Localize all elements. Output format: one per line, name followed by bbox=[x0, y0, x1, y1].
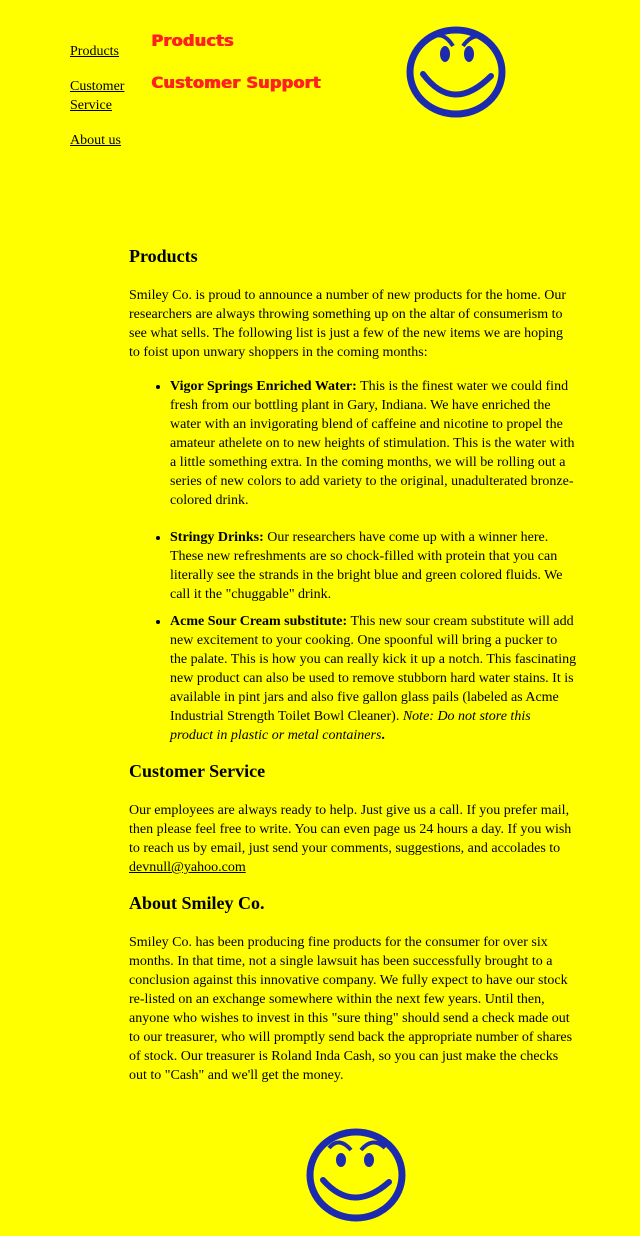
nav-products-link[interactable]: Products bbox=[70, 44, 119, 59]
product-note: Note: Do not store this product in plastic or metal containers bbox=[170, 709, 531, 743]
service-body: Our employees are always ready to help. Just give us a call. If you prefer mail, then please feel free to write. You can even page us 24 hours a day. If you wish to reach us by email, just send your comments, suggestions, and accolades to bbox=[129, 803, 572, 856]
nav-about-link[interactable]: About us bbox=[70, 133, 121, 148]
product-description: Our researchers have come up with a winner here. These new refreshments are so chock-filled with protein that you can literally see the strands in the bright blue and green colored fluids. We call it the "chuggable" drink. bbox=[170, 530, 563, 602]
service-heading: Customer Service bbox=[129, 761, 266, 781]
smiley-face-icon bbox=[403, 24, 509, 120]
list-item bbox=[170, 612, 577, 745]
about-text: Smiley Co. has been producing fine products for the consumer for over six months. In that time, not a single lawsuit has been successfully brought to a conclusion against this innovative company. We fully expect to have our stock re-listed on an exchange somewhere within the next few years. Until then, anyone who wishes to invest in this "sure thing" should send a check made out to our treasurer, who will promptly send back the appropriate number of shares of stock. Our treasurer is Roland Inda Cash, so you can just make the checks out to "Cash" and we'll get the money. bbox=[129, 935, 573, 1083]
product-name: Vigor Springs Enriched Water: bbox=[170, 379, 357, 394]
products-heading: Products bbox=[129, 246, 198, 266]
product-description: This is the finest water we could find fresh from our bottling plant in Gary, Indiana. We have enriched the water with an invigorating blend of caffeine and nicotine to propel the amateur athelete on to new heights of stimulation. This is the water with a little something extra. In the coming months, we will be rolling out a series of new colors to add variety to the original, unadulterated bronze-colored drink. bbox=[170, 379, 575, 508]
main-content bbox=[129, 244, 577, 1085]
product-note-end: . bbox=[381, 728, 385, 743]
list-item bbox=[170, 377, 577, 510]
product-name: Stringy Drinks: bbox=[170, 530, 264, 545]
list-item bbox=[170, 528, 577, 604]
product-list bbox=[129, 377, 577, 745]
side-nav bbox=[70, 42, 136, 150]
product-description: This new sour cream substitute will add new excitement to your cooking. One spoonful will bring a pucker to the palate. This is how you can really kick it up a notch. This fascinating new product can also be used to remove stubborn hard water stains. It is available in pint jars and also five gallon glass pails (labeled as Acme Industrial Strength Toilet Bowl Cleaner). bbox=[170, 614, 577, 724]
email-link[interactable]: devnull@yahoo.com bbox=[129, 860, 246, 875]
product-name: Acme Sour Cream substitute: bbox=[170, 614, 348, 629]
products-intro: Smiley Co. is proud to announce a number of new products for the home. Our researchers are always throwing something up on the altar of consumerism to see what sells. The following list is just a few of the new items we are hoping to foist upon unwary shoppers in the coming months: bbox=[129, 288, 567, 360]
graphic-nav-products-link[interactable]: Products bbox=[151, 31, 234, 50]
service-text bbox=[129, 801, 577, 877]
graphic-nav-support-link[interactable]: Customer Support bbox=[151, 73, 321, 92]
about-heading: About Smiley Co. bbox=[129, 893, 265, 913]
smiley-face-icon bbox=[303, 1126, 409, 1224]
nav-customer-service-link[interactable]: Customer Service bbox=[70, 79, 125, 113]
